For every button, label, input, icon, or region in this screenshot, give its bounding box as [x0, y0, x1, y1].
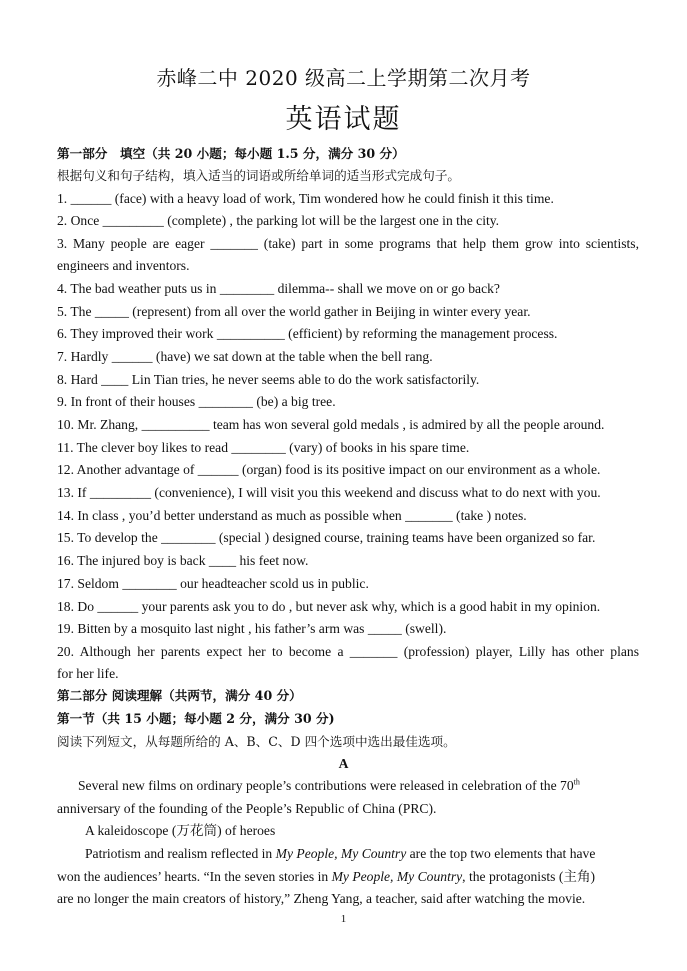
- film-title: My People, My Country: [331, 869, 463, 884]
- question-19: 19. Bitten by a mosquito last night , his father’s arm was _____ (swell).: [57, 621, 447, 636]
- question-1: 1. ______ (face) with a heavy load of work, Tim wondered how he could finish it this time.: [57, 191, 554, 206]
- question-10: 10. Mr. Zhang, __________ team has won several gold medals , is admired by all the people around.: [57, 417, 605, 432]
- paragraph-2-line-3: are no longer the main creators of history,” Zheng Yang, a teacher, said after watching the movie.: [57, 891, 586, 906]
- question-6: 6. They improved their work __________ (efficient) by reforming the management process.: [57, 326, 558, 341]
- question-14: 14. In class , you’d better understand as much as possible when _______ (take ) notes.: [57, 508, 527, 523]
- paragraph-2-text: won the audiences’ hearts. “In the seven stories in: [57, 869, 332, 884]
- question-20-continued: for her life.: [57, 666, 119, 681]
- part2-instruction: 阅读下列短文，从每题所给的 A、B、C、D 四个选项中选出最佳选项。: [57, 734, 456, 749]
- school-title: 赤峰二中 2020 级高二上学期第二次月考: [156, 66, 531, 90]
- paragraph-2-line-1: [85, 846, 639, 862]
- page-number: 1: [340, 913, 347, 925]
- question-18: 18. Do ______ your parents ask you to do , but never ask why, which is a good habit in my opinion.: [57, 599, 601, 614]
- question-2: 2. Once _________ (complete) , the parking lot will be the largest one in the city.: [57, 213, 500, 228]
- film-title: My People, My Country: [275, 846, 407, 861]
- section1-heading: 第一节（共 15 小题；每小题 2 分，满分 30 分): [57, 711, 335, 726]
- paragraph-1-text: Several new films on ordinary people’s contributions were released in celebration of the 70: [78, 778, 574, 793]
- question-12: 12. Another advantage of ______ (organ) food is its positive impact on our environment as a whole.: [57, 462, 601, 477]
- paragraph-2-text: , the protagonists (主角): [462, 869, 596, 884]
- question-15: 15. To develop the ________ (special ) designed course, training teams have been organized so far.: [57, 530, 596, 545]
- paragraph-2-line-2: [57, 869, 639, 885]
- part2-heading: 第二部分 阅读理解（共两节，满分 40 分）: [57, 688, 302, 703]
- paragraph-1-line-2: anniversary of the founding of the People’s Republic of China (PRC).: [57, 801, 437, 816]
- question-20: 20. Although her parents expect her to become a _______ (profession) player, Lilly has other plans: [57, 644, 639, 659]
- question-11: 11. The clever boy likes to read ________ (vary) of books in his spare time.: [57, 440, 470, 455]
- paragraph-2-text: are the top two elements that have: [406, 846, 596, 861]
- part1-instruction: 根据句义和句子结构，填入适当的词语或所给单词的适当形式完成句子。: [57, 168, 460, 183]
- ordinal-suffix: th: [573, 777, 580, 787]
- question-13: 13. If _________ (convenience), I will visit you this weekend and discuss what to do next with you.: [57, 485, 601, 500]
- question-5: 5. The _____ (represent) from all over the world gather in Beijing in winter every year.: [57, 304, 531, 319]
- question-3: 3. Many people are eager _______ (take) part in some programs that help them grow into scientists,: [57, 236, 639, 251]
- paragraph-2-text: Patriotism and realism reflected in: [85, 846, 276, 861]
- subject-title: 英语试题: [285, 104, 402, 135]
- passage-label: A: [338, 756, 349, 771]
- question-17: 17. Seldom ________ our headteacher scold us in public.: [57, 576, 369, 591]
- paragraph-1-line-1: [78, 778, 639, 794]
- question-8: 8. Hard ____ Lin Tian tries, he never seems able to do the work satisfactorily.: [57, 372, 480, 387]
- part1-heading: 第一部分 填空（共 20 小题；每小题 1.5 分，满分 30 分）: [57, 146, 405, 161]
- question-16: 16. The injured boy is back ____ his feet now.: [57, 553, 309, 568]
- question-3-continued: engineers and inventors.: [57, 258, 190, 273]
- question-9: 9. In front of their houses ________ (be) a big tree.: [57, 394, 336, 409]
- question-4: 4. The bad weather puts us in ________ dilemma-- shall we move on or go back?: [57, 281, 500, 296]
- question-7: 7. Hardly ______ (have) we sat down at the table when the bell rang.: [57, 349, 433, 364]
- film-subheading: A kaleidoscope (万花筒) of heroes: [85, 823, 276, 838]
